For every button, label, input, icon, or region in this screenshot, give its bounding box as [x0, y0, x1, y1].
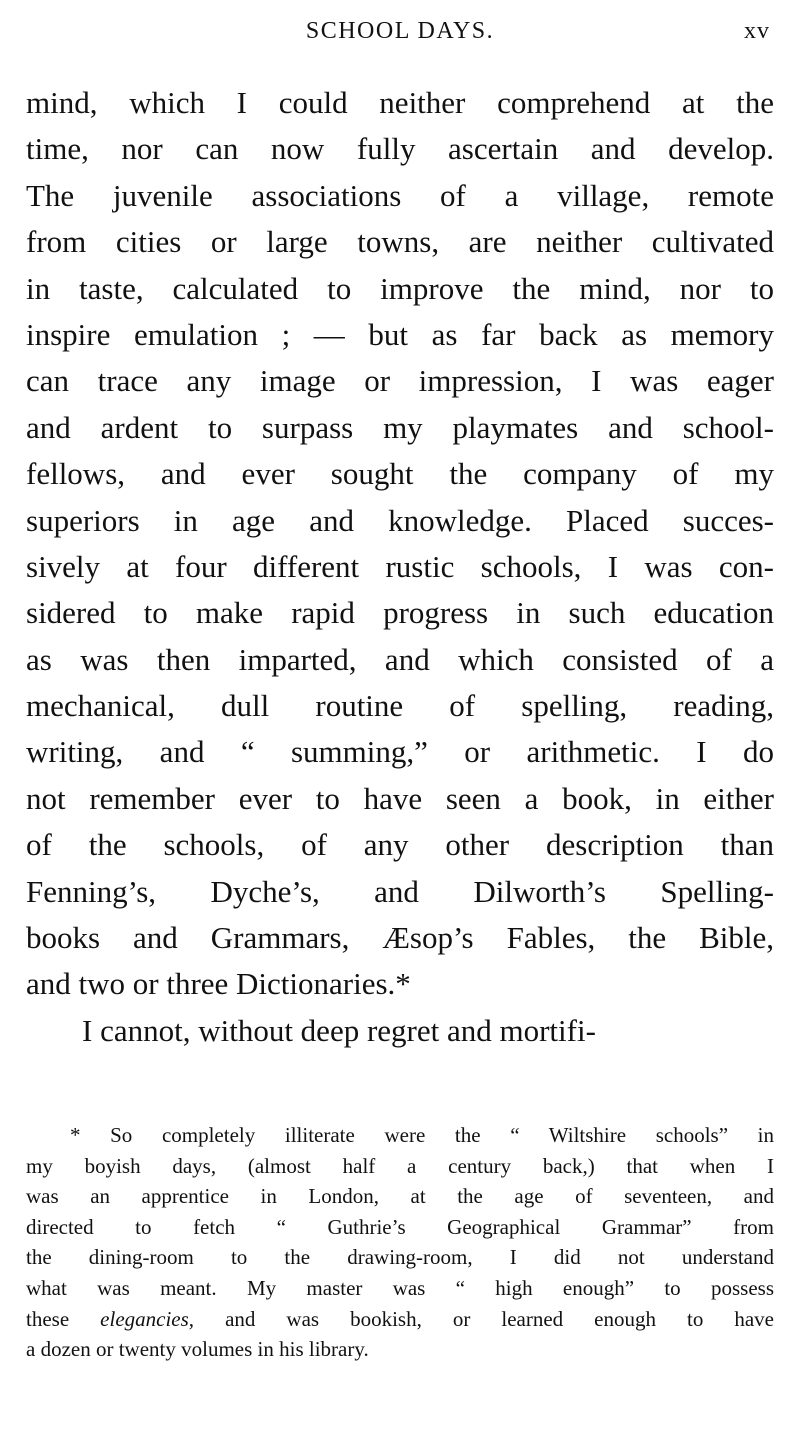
text-line: sidered to make rapid progress in such education: [26, 595, 774, 631]
page-number: xv: [744, 18, 770, 44]
footnote-text: these: [26, 1306, 101, 1331]
text-line: The juvenile associations of a village, remote: [26, 177, 774, 213]
footnote-line: the dining-room to the drawing-room, I did not understand: [26, 1245, 774, 1270]
text-line: as was then imparted, and which consisted of a: [26, 641, 774, 677]
footnote-text: and was bookish, or learned enough to have: [194, 1306, 774, 1331]
text-line: and two or three Dictionaries.*: [26, 966, 411, 1002]
footnote: [26, 1120, 774, 1365]
text-line: writing, and “ summing,” or arithmetic. I do: [26, 734, 774, 770]
footnote-line: what was meant. My master was “ high enough” to possess: [26, 1275, 774, 1300]
footnote-line: [26, 1304, 774, 1335]
text-line: can trace any image or impression, I was eager: [26, 363, 774, 399]
footnote-italic-word: elegancies,: [100, 1306, 195, 1331]
running-title: SCHOOL DAYS.: [305, 18, 495, 44]
text-line: time, nor can now fully ascertain and develop.: [26, 131, 774, 167]
text-line: in taste, calculated to improve the mind, nor to: [26, 270, 774, 306]
text-line: fellows, and ever sought the company of my: [26, 456, 774, 492]
footnote-line: was an apprentice in London, at the age of seventeen, and: [26, 1184, 774, 1209]
footnote-line: a dozen or twenty volumes in his library.: [26, 1337, 369, 1362]
footnote-line: * So completely illiterate were the “ Wiltshire schools” in: [70, 1123, 774, 1147]
text-line: sively at four different rustic schools, I was con-: [26, 548, 774, 584]
footnote-line: directed to fetch “ Guthrie’s Geographical Grammar” from: [26, 1214, 774, 1239]
text-line: from cities or large towns, are neither cultivated: [26, 224, 774, 260]
footnote-line: my boyish days, (almost half a century back,) that when I: [26, 1153, 774, 1178]
text-line: Fenning’s, Dyche’s, and Dilworth’s Spelling-: [26, 873, 774, 909]
text-line: not remember ever to have seen a book, in either: [26, 780, 774, 816]
text-line: I cannot, without deep regret and mortifi-: [82, 1012, 596, 1048]
text-line: books and Grammars, Æsop’s Fables, the Bible,: [26, 920, 774, 956]
text-line: inspire emulation ; — but as far back as memory: [26, 316, 774, 352]
text-line: superiors in age and knowledge. Placed succes-: [26, 502, 774, 538]
running-head: [0, 14, 800, 50]
text-line: mind, which I could neither comprehend at the: [26, 85, 774, 120]
text-line: mechanical, dull routine of spelling, reading,: [26, 688, 774, 724]
text-line: and ardent to surpass my playmates and school-: [26, 409, 774, 445]
text-line: of the schools, of any other description than: [26, 827, 774, 863]
main-text: [26, 80, 774, 1054]
